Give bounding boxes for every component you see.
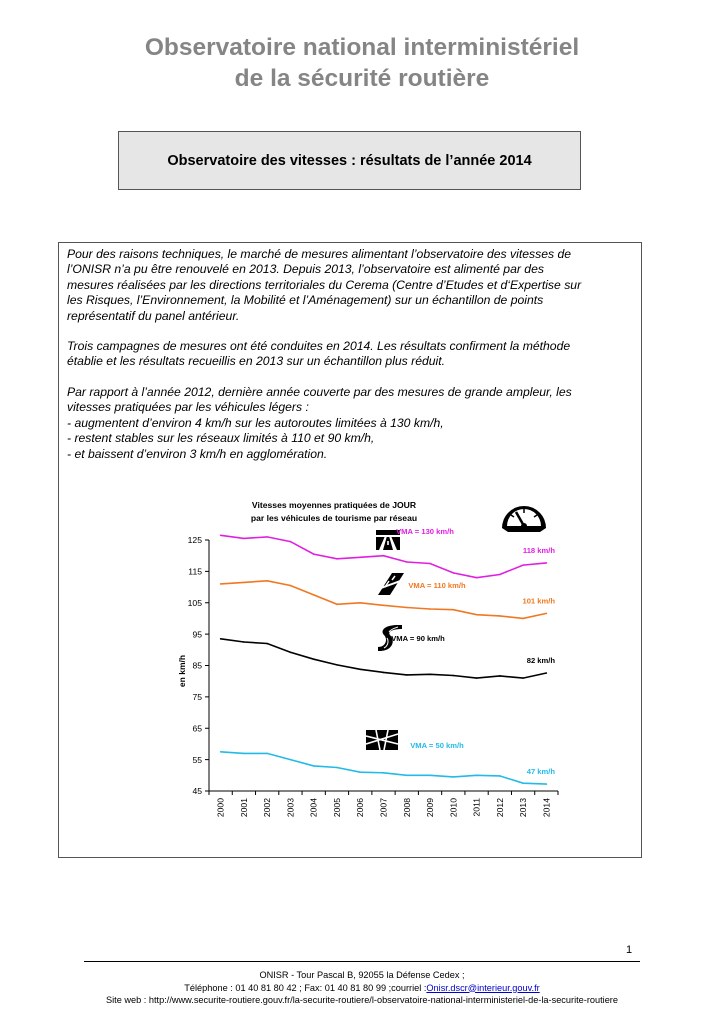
y-tick-label: 115 [188,566,202,577]
data-point [453,572,455,574]
subtitle-text: Observatoire des vitesses : résultats de l’année 2014 [167,152,532,169]
data-point [220,583,222,585]
paragraph-line: vitesses pratiquées par les véhicules légers : [67,400,309,415]
speed-chart [167,493,587,845]
data-point [429,775,431,777]
series-end-label: 101 km/h [522,596,555,606]
data-point [336,604,338,606]
data-point [383,555,385,557]
footer-divider [84,961,640,962]
x-tick-label: 2008 [401,798,412,818]
x-tick-label: 2005 [331,798,342,818]
bullet-line: - restent stables sur les réseaux limités à 110 et 90 km/h, [67,431,375,446]
x-tick-label: 2007 [378,798,389,818]
data-point [406,561,408,563]
y-tick-label: 95 [192,629,202,640]
bullet-line: - et baissent d’environ 3 km/h en agglomération. [67,446,328,461]
data-point [266,753,268,755]
series-name-label: VMA = 110 km/h [408,581,466,590]
speed-chart-svg [167,493,587,845]
data-point [313,594,315,596]
paragraph-2 [67,339,635,370]
y-axis-label: en km/h [177,654,187,688]
footer-contact [0,982,724,995]
y-tick-label: 65 [192,723,202,734]
x-tick-label: 2013 [518,798,529,818]
data-point [290,585,292,587]
title-line-2: de la sécurité routière [234,65,490,92]
footer-website[interactable]: Site web : http://www.securite-routiere.gouv.fr/la-securite-routiere/l-observatoire-national-interministeriel-de-la-securite-routiere [106,995,618,1005]
paragraph-line: Trois campagnes de mesures ont été conduites en 2014. Les résultats confirment la méthode [67,339,571,353]
data-point [429,608,431,610]
data-point [476,775,478,777]
chart-title-line-2: par les véhicules de tourisme par réseau [250,513,418,523]
y-tick-label: 75 [192,692,202,703]
paragraph-line: établie et les résultats recueillis en 2013 sur un échantillon plus réduit. [67,354,446,369]
data-point [266,536,268,538]
data-point [453,675,455,677]
paragraph-line: mesures réalisées par les directions territoriales du Cerema (Centre d’Etudes et d‘Expertise sur [67,277,582,292]
footer-phone-fax: Téléphone : 01 40 81 80 42 ; Fax: 01 40 81 80 99 ;courriel : [184,982,427,993]
speedometer-icon [502,506,546,532]
y-tick-label: 125 [187,535,202,546]
series-line [221,752,547,784]
x-tick-label: 2000 [215,798,226,818]
data-point [476,577,478,579]
y-tick-label: 105 [187,597,202,608]
data-point [220,534,222,536]
data-point [290,759,292,761]
footer-address: ONISR - Tour Pascal B, 92055 la Défense Cedex ; [259,970,465,980]
data-point [220,751,222,753]
series-end-label: 82 km/h [526,656,555,666]
paragraph-line: les Risques, l’Environnement, la Mobilité et l’Aménagement) sur un échantillon de points [67,293,544,308]
series-name-label: VMA = 50 km/h [410,741,464,750]
data-point [336,558,338,560]
paragraph-1 [67,247,635,324]
data-point [499,675,501,677]
x-tick-label: 2006 [355,798,366,818]
data-point [220,638,222,640]
data-point [313,658,315,660]
data-point [546,672,548,674]
data-point [243,538,245,540]
series-end-label: 118 km/h [522,545,555,555]
data-point [336,664,338,666]
data-point [359,602,361,604]
data-point [313,765,315,767]
data-point [476,677,478,679]
paragraph-3 [67,385,635,462]
x-tick-label: 2011 [471,798,482,817]
data-point [522,618,524,620]
data-point [243,753,245,755]
data-point [406,775,408,777]
data-point [336,767,338,769]
data-point [453,776,455,778]
title-line-1: Observatoire national interministériel [144,34,580,61]
expressway-icon [378,573,404,595]
bullet-line: - augmentent d’environ 4 km/h sur les autoroutes limitées à 130 km/h, [67,415,444,430]
data-point [522,564,524,566]
data-point [243,582,245,584]
email-link[interactable]: Onisr.dscr@interieur.gouv.fr [426,982,540,993]
chart-title-line-1: Vitesses moyennes pratiquées de JOUR [251,500,417,510]
data-point [266,643,268,645]
footer [0,969,724,1007]
data-point [546,562,548,564]
x-tick-label: 2002 [262,798,273,818]
y-tick-label: 85 [192,660,202,671]
y-tick-label: 45 [192,786,202,797]
series-name-label: VMA = 130 km/h [396,527,454,536]
data-point [290,652,292,654]
data-point [313,553,315,555]
y-tick-label: 55 [192,754,202,765]
data-point [499,615,501,617]
page-number: 1 [626,944,633,956]
x-tick-label: 2012 [494,798,505,818]
data-point [383,604,385,606]
data-point [522,677,524,679]
paragraph-line: Par rapport à l’année 2012, dernière année couverte par des mesures de grande ampleur, les [67,385,572,399]
series-name-label: VMA = 90 km/h [391,634,445,643]
data-point [546,613,548,615]
data-point [243,641,245,643]
data-point [383,772,385,774]
data-point [359,556,361,558]
x-tick-label: 2001 [238,798,249,818]
data-point [476,614,478,616]
series-end-label: 47 km/h [526,767,555,777]
data-point [546,783,548,785]
subtitle-box [118,131,581,190]
data-point [522,782,524,784]
data-point [429,673,431,675]
data-point [266,580,268,582]
data-point [406,607,408,609]
data-point [429,563,431,565]
data-point [499,775,501,777]
data-point [499,574,501,576]
x-tick-label: 2009 [425,798,436,818]
paragraph-line: Pour des raisons techniques, le marché de mesures alimentant l’observatoire des vitesses de [67,247,572,261]
x-tick-label: 2003 [285,798,296,818]
chart-plot-area [188,527,558,817]
data-point [290,541,292,543]
paragraph-line: représentatif du panel antérieur. [67,308,240,323]
document-title [0,32,724,94]
data-point [453,609,455,611]
data-point [383,672,385,674]
x-tick-label: 2010 [448,798,459,818]
data-point [359,771,361,773]
x-tick-label: 2004 [308,798,319,818]
paragraph-line: l’ONISR n’a pu être renouvelé en 2013. Depuis 2013, l’observatoire est alimenté par des [67,262,544,277]
x-tick-label: 2014 [541,798,552,818]
city-map-icon [366,730,398,750]
data-point [359,668,361,670]
main-content-box [58,242,642,858]
data-point [406,674,408,676]
